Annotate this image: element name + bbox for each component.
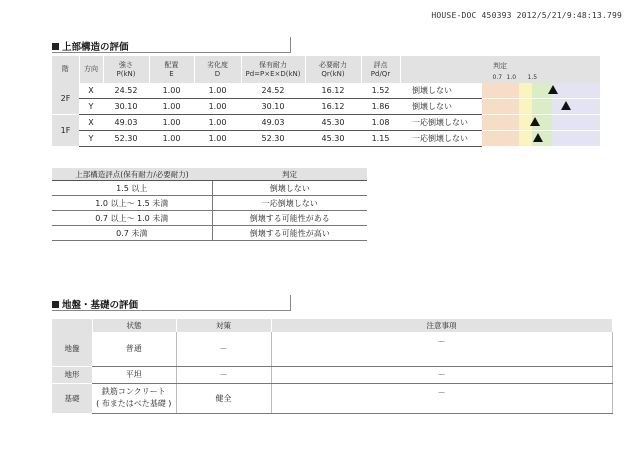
- legend-row: [52, 226, 367, 241]
- zone-collapse-possible: [519, 83, 532, 98]
- legend-header: [52, 168, 367, 181]
- col-deterioration-line1: 劣化度: [207, 60, 228, 69]
- score-marker-triangle-icon: [530, 117, 540, 126]
- legend-range: 0.7 以上～ 1.0 未満: [52, 211, 212, 226]
- row-layout: 1.00: [149, 115, 194, 131]
- col-layout-line2: E: [169, 69, 174, 78]
- ground-foundation-title-text: 地盤・基礎の評価: [62, 300, 139, 311]
- score-gauge: [482, 99, 600, 115]
- upper-table-header: [52, 56, 600, 83]
- legend-judgment: 倒壊する可能性が高い: [212, 226, 367, 241]
- ground-measure: －: [176, 366, 271, 383]
- row-layout: 1.00: [149, 99, 194, 115]
- legend-col-range: 上部構造評点(保有耐力/必要耐力): [52, 168, 212, 181]
- row-layout: 1.00: [149, 131, 194, 147]
- legend-judgment: 倒壊しない: [212, 181, 367, 196]
- col-required-line1: 必要耐力: [319, 60, 347, 69]
- table-row: [52, 366, 612, 383]
- legend-col-judgment: 判定: [212, 168, 367, 181]
- score-gauge: [482, 131, 600, 147]
- zone-safe: [552, 115, 600, 130]
- row-deterioration: 1.00: [194, 115, 241, 131]
- score-marker-triangle-icon: [548, 85, 558, 94]
- row-direction: X: [79, 83, 103, 99]
- col-layout-line1: 配置: [164, 60, 179, 69]
- row-strength: 30.10: [103, 99, 149, 115]
- ground-row-label: 基礎: [52, 383, 92, 413]
- col-capacity-line2: Pd=P×E×D(kN): [245, 69, 301, 78]
- legend-row: [52, 211, 367, 226]
- col-score-line1: 評点: [373, 60, 388, 69]
- row-judgment: 倒壊しない: [400, 83, 482, 99]
- col-score: [361, 56, 400, 83]
- zone-safe: [552, 99, 600, 114]
- title-rule-vertical: [290, 295, 291, 311]
- col-deterioration-line2: D: [214, 69, 221, 78]
- zone-collapse-likely: [482, 83, 519, 98]
- bullet-square-icon: [52, 301, 59, 308]
- title-rule-vertical: [290, 37, 291, 53]
- title-underline: [52, 52, 290, 53]
- table-row: [52, 99, 600, 115]
- legend-range: 0.7 未満: [52, 226, 212, 241]
- table-row: [52, 131, 600, 147]
- table-row: [52, 83, 600, 99]
- col-floor: 階: [52, 56, 79, 83]
- ground-state-line2: ( 布またはべた基礎 ): [96, 399, 172, 408]
- ground-measure: 健全: [176, 383, 271, 413]
- ground-row-label: 地形: [52, 366, 92, 383]
- row-direction: X: [79, 115, 103, 131]
- col-strength: [103, 56, 149, 83]
- col-required: [305, 56, 361, 83]
- ground-measure: －: [176, 332, 271, 366]
- zone-collapse-likely: [482, 99, 519, 114]
- ground-foundation-title: [52, 297, 138, 311]
- row-required: 16.12: [305, 99, 361, 115]
- table-row: [52, 332, 612, 366]
- zone-collapse-possible: [519, 99, 532, 114]
- ground-col-notes: 注意事項: [271, 319, 612, 332]
- score-marker-triangle-icon: [533, 133, 543, 142]
- row-direction: Y: [79, 131, 103, 147]
- legend-judgment: 倒壊する可能性がある: [212, 211, 367, 226]
- ground-notes: －: [271, 366, 612, 383]
- col-strength-line1: 強さ: [119, 60, 133, 69]
- row-score: 1.86: [361, 99, 400, 115]
- legend-row: [52, 196, 367, 211]
- score-legend-table: [52, 168, 367, 241]
- score-marker-triangle-icon: [561, 101, 571, 110]
- scale-1.5: 1.5: [527, 74, 538, 81]
- row-capacity: 49.03: [241, 115, 305, 131]
- zone-mostly-safe: [532, 99, 552, 114]
- row-required: 45.30: [305, 115, 361, 131]
- zone-collapse-likely: [482, 115, 519, 130]
- document-id: HOUSE-DOC 450393 2012/5/21/9:48:13.799: [431, 11, 622, 20]
- zone-collapse-likely: [482, 131, 519, 146]
- score-gauge: [482, 115, 600, 131]
- legend-row: [52, 181, 367, 196]
- floor-label-2f: 2F: [52, 83, 79, 115]
- ground-col-state: 状態: [92, 319, 176, 332]
- legend-judgment: 一応倒壊しない: [212, 196, 367, 211]
- scale-1.0: 1.0: [506, 74, 517, 81]
- table-row: [52, 383, 612, 413]
- title-underline: [52, 310, 290, 311]
- ground-foundation-table: [52, 319, 613, 414]
- upper-structure-title-text: 上部構造の評価: [62, 42, 129, 53]
- row-strength: 24.52: [103, 83, 149, 99]
- col-direction: 方向: [79, 56, 103, 83]
- zone-collapse-possible: [519, 131, 532, 146]
- col-layout: [149, 56, 194, 83]
- ground-notes: －: [271, 383, 612, 413]
- ground-table-header: [52, 319, 612, 332]
- col-required-line2: Qr(kN): [321, 69, 345, 78]
- ground-col-blank: [52, 319, 92, 332]
- row-strength: 49.03: [103, 115, 149, 131]
- scale-0.7: 0.7: [492, 74, 503, 81]
- col-capacity-line1: 保有耐力: [259, 60, 287, 69]
- upper-structure-table: [52, 56, 601, 147]
- row-deterioration: 1.00: [194, 131, 241, 147]
- col-score-line2: Pd/Qr: [370, 69, 391, 78]
- ground-col-measure: 対策: [176, 319, 271, 332]
- ground-notes: －: [271, 332, 612, 366]
- ground-state: [92, 383, 176, 413]
- row-required: 45.30: [305, 131, 361, 147]
- ground-state-line1: 鉄筋コンクリート: [101, 387, 166, 396]
- legend-range: 1.0 以上～ 1.5 未満: [52, 196, 212, 211]
- row-deterioration: 1.00: [194, 83, 241, 99]
- row-strength: 52.30: [103, 131, 149, 147]
- table-row: [52, 115, 600, 131]
- row-score: 1.52: [361, 83, 400, 99]
- row-judgment: 一応倒壊しない: [400, 115, 482, 131]
- legend-range: 1.5 以上: [52, 181, 212, 196]
- zone-safe: [552, 83, 600, 98]
- row-required: 16.12: [305, 83, 361, 99]
- row-deterioration: 1.00: [194, 99, 241, 115]
- floor-label-1f: 1F: [52, 115, 79, 147]
- row-capacity: 52.30: [241, 131, 305, 147]
- score-gauge: [482, 83, 600, 99]
- ground-row-label: 地盤: [52, 332, 92, 366]
- col-capacity: [241, 56, 305, 83]
- zone-safe: [552, 131, 600, 146]
- row-direction: Y: [79, 99, 103, 115]
- ground-state: 平坦: [92, 366, 176, 383]
- col-judgment: [400, 56, 600, 83]
- col-strength-line2: P(kN): [116, 69, 136, 78]
- ground-state: 普通: [92, 332, 176, 366]
- row-score: 1.15: [361, 131, 400, 147]
- row-capacity: 30.10: [241, 99, 305, 115]
- upper-structure-title: [52, 39, 129, 53]
- col-judgment-label: 判定: [493, 62, 507, 70]
- row-judgment: 一応倒壊しない: [400, 131, 482, 147]
- col-deterioration: [194, 56, 241, 83]
- row-layout: 1.00: [149, 83, 194, 99]
- row-judgment: 倒壊しない: [400, 99, 482, 115]
- row-capacity: 24.52: [241, 83, 305, 99]
- bullet-square-icon: [52, 43, 59, 50]
- row-score: 1.08: [361, 115, 400, 131]
